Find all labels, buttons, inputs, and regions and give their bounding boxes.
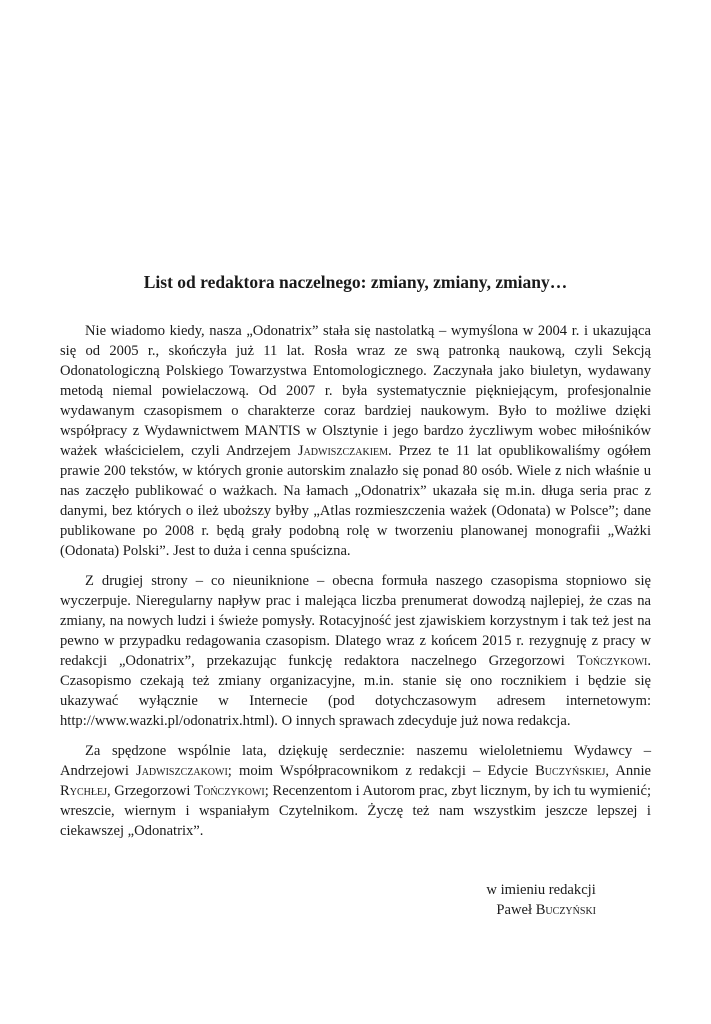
surname-jadwiszczak: Jadwiszczakiem	[297, 443, 389, 459]
paragraph-3-text: , Grzegorzowi	[106, 783, 195, 799]
surname-jadwiszczak: Jadwiszczakowi	[136, 763, 228, 779]
surname-tonczyk: Tończykowi	[576, 653, 648, 669]
page-title: List od redaktora naczelnego: zmiany, zmiany, zmiany…	[143, 272, 568, 292]
paragraph-1-text: Nie wiadomo kiedy, nasza „Odonatrix” stała się nastolatką – wymyślona w 2004 r. i ukazująca się od 2005 r., skończyła już 11 lat. Rosła wraz ze swą patronką naukową, czyli Sekcją Odonatologiczną Polskiego Towarzystwa Entomologicznego. Zaczynała jako biuletyn, wydawany metodą niemal powielaczową. Od 2007 r. była systematycznie piękniejącym, profesjonalnie wydawanym czasopismem o charakterze coraz bardziej naukowym. Było to możliwe dzięki współpracy z Wydawnictwem MANTIS w Olsztynie i jego bardzo życzliwym wobec miłośników ważek właścicielem, czyli Andrzejem	[60, 323, 651, 459]
surname-tonczyk: Tończykowi	[194, 783, 265, 799]
surname-rychla: Rychłej	[60, 783, 107, 799]
paragraph-1-text-cont: . Przez te 11 lat opublikowaliśmy ogółem prawie 200 tekstów, w których gronie autorskim znalazło się ponad 80 osób. Wiele z nich właśnie u nas zaczęło publikować o ważkach. Na łamach „Odonatrix” ukazała się m.in. długa seria prac z danymi, bez których o ileż uboższy byłby „Atlas rozmieszczenia ważek (Odonata) w Polsce”; dane publikowane po 2008 r. będą grały podobną rolę w tworzeniu planowanej monografii „Ważki (Odonata) Polski”. Jest to duża i cenna spuścizna.	[60, 443, 651, 559]
paragraph-2-text: Z drugiej strony – co nieuniknione – obecna formuła naszego czasopisma stopniowo się wyczerpuje. Nieregularny napływ prac i malejąca liczba prenumerat dowodzą najlepiej, że czas na zmiany, na nowych ludzi i świeże pomysły. Rotacyjność jest zjawiskiem korzystnym i tak też jest na pewno w przypadku redagowania czasopism. Dlatego wraz z końcem 2015 r. rezygnuję z pracy w redakcji „Odonatrix”, przekazując funkcję redaktora naczelnego Grzegorzowi	[60, 573, 651, 669]
paragraph-3-text: , Annie	[605, 763, 651, 779]
signature-first-name: Paweł	[496, 902, 533, 918]
paragraph-3-text: ; Recenzentom i Autorom prac, zbyt licznym, by ich tu wymienić; wreszcie, wiernym i wspaniałym Czytelnikom. Życzę też nam wszystkim jeszcze lepszej i ciekawszej „Odonatrix”.	[60, 783, 652, 839]
paragraph-3-text: Za spędzone wspólnie lata, dziękuję serdecznie: naszemu wieloletniemu Wydawcy – Andrzejowi	[60, 743, 651, 779]
paragraph-2	[60, 571, 651, 731]
paragraph-2-text-cont: . Czasopismo czekają też zmiany organizacyjne, m.in. stanie się ono rocznikiem i będzie się ukazywać wyłącznie w Internecie (pod dotychczasowym adresem internetowym: http://www.wazki.pl/odonatrix.html). O innych sprawach zdecyduje już nowa redakcja.	[60, 653, 651, 729]
surname-buczynska: Buczyńskiej	[535, 763, 606, 779]
signature-name	[486, 900, 596, 920]
letter-body	[60, 321, 651, 851]
paragraph-3-text: ; moim Współpracownikom z redakcji – Edycie	[227, 763, 536, 779]
signature-surname: Buczyński	[535, 902, 596, 918]
signature-block	[486, 880, 596, 920]
paragraph-1	[60, 321, 651, 561]
paragraph-3	[60, 741, 651, 841]
signature-line-editorial: w imieniu redakcji	[486, 882, 596, 898]
